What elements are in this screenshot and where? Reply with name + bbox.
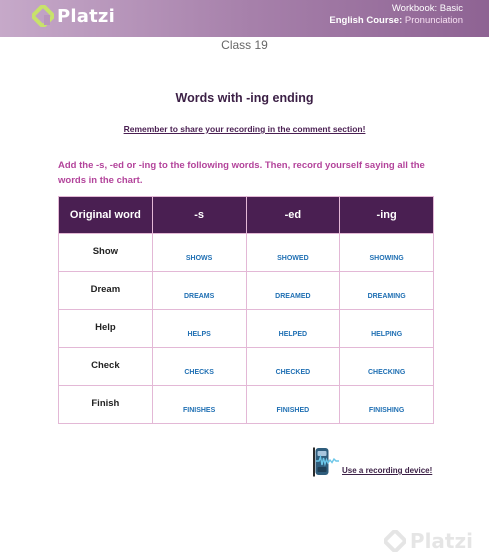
table-row: [59, 310, 434, 348]
ing-form: DREAMING: [340, 272, 434, 310]
workbook-label: Workbook: Basic: [391, 3, 463, 14]
original-word: Help: [59, 310, 153, 348]
platzi-watermark-icon: [384, 530, 406, 552]
table-row: [59, 386, 434, 424]
table-row: [59, 272, 434, 310]
page-title: Words with -ing ending: [175, 91, 314, 105]
course-label: [329, 15, 463, 27]
s-form: CHECKS: [152, 348, 246, 386]
recording-prompt: [312, 447, 432, 477]
s-form: FINISHES: [152, 386, 246, 424]
recorder-icon: [312, 447, 340, 477]
ed-form: SHOWED: [246, 234, 340, 272]
instructions-text: Add the -s, -ed or -ing to the following words. Then, record yourself saying all the words in the chart.: [58, 160, 425, 186]
watermark-text: Platzi: [409, 529, 473, 553]
course-prefix: English Course:: [329, 15, 403, 26]
original-word: Finish: [59, 386, 153, 424]
recording-device-link[interactable]: Use a recording device!: [342, 466, 433, 475]
original-word: Dream: [59, 272, 153, 310]
platzi-watermark: [384, 529, 473, 553]
platzi-logo: [32, 5, 115, 27]
original-word: Show: [59, 234, 153, 272]
word-forms-table: [58, 196, 434, 424]
column-header-s: -s: [152, 197, 246, 234]
platzi-logo-icon: [32, 5, 54, 27]
ing-form: FINISHING: [340, 386, 434, 424]
original-word: Check: [59, 348, 153, 386]
ing-form: SHOWING: [340, 234, 434, 272]
reminder-link[interactable]: Remember to share your recording in the comment section!: [123, 124, 366, 134]
table-row: [59, 234, 434, 272]
table-row: [59, 348, 434, 386]
ed-form: DREAMED: [246, 272, 340, 310]
s-form: SHOWS: [152, 234, 246, 272]
ed-form: CHECKED: [246, 348, 340, 386]
column-header-original: Original word: [59, 197, 153, 234]
ing-form: CHECKING: [340, 348, 434, 386]
brand-name: Platzi: [57, 5, 115, 27]
column-header-ed: -ed: [246, 197, 340, 234]
ed-form: FINISHED: [246, 386, 340, 424]
ed-form: HELPED: [246, 310, 340, 348]
header-bar: [0, 0, 489, 37]
ing-form: HELPING: [340, 310, 434, 348]
class-number: Class 19: [221, 38, 268, 52]
column-header-ing: -ing: [340, 197, 434, 234]
s-form: DREAMS: [152, 272, 246, 310]
course-info: [329, 3, 463, 27]
course-topic: Pronunciation: [404, 15, 463, 26]
s-form: HELPS: [152, 310, 246, 348]
table-header-row: [59, 197, 434, 234]
